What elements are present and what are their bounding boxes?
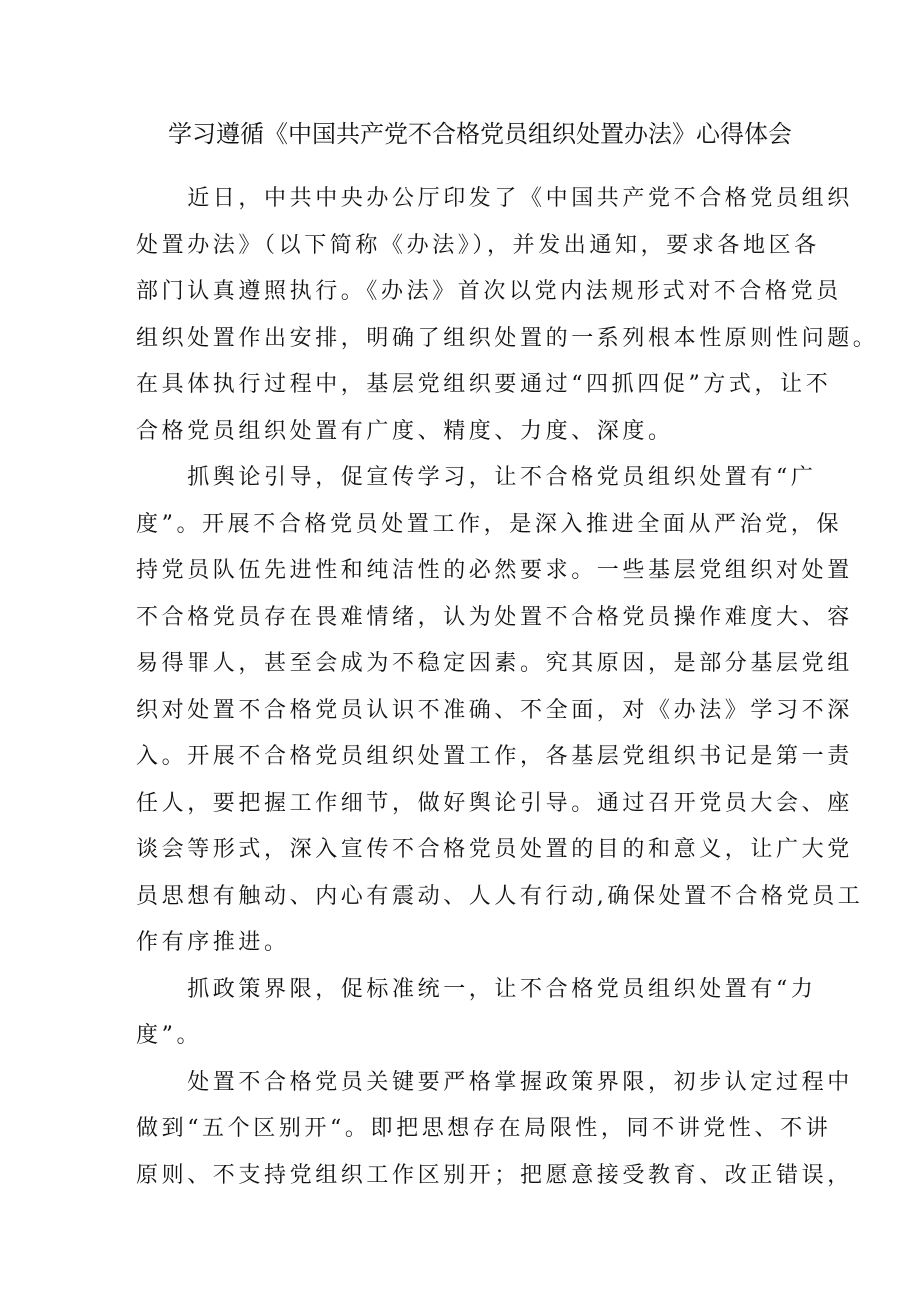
body-line: 合格党员组织处置有广度、精度、力度、深度。 (136, 418, 674, 444)
body-line: 度”。开展不合格党员处置工作，是深入推进全面从严治党，保 (136, 511, 843, 537)
body-line: 任人，要把握工作细节，做好舆论引导。通过召开党员大会、座 (136, 790, 853, 816)
body-line: 员思想有触动、内心有震动、人人有行动,确保处置不合格党员工 (136, 883, 864, 909)
body-line: 组织处置作出安排，明确了组织处置的一系列根本性原则性问题。 (136, 325, 879, 351)
body-line: 易得罪人，甚至会成为不稳定因素。究其原因，是部分基层党组 (136, 651, 853, 676)
body-line: 处置不合格党员关键要严格掌握政策界限，初步认定过程中 (136, 1069, 853, 1095)
body-line: 持党员队伍先进性和纯洁性的必然要求。一些基层党组织对处置 (136, 558, 853, 583)
body-line: 处置办法》（以下简称《办法》），并发出通知，要求各地区各 (136, 232, 820, 258)
body-line: 部门认真遵照执行。《办法》首次以党内法规形式对不合格党员 (136, 279, 842, 304)
body-line: 抓舆论引导，促宣传学习，让不合格党员组织处置有“广 (136, 465, 817, 490)
body-line: 近日，中共中央办公厅印发了《中国共产党不合格党员组织 (136, 186, 853, 211)
body-line: 不合格党员存在畏难情绪，认为处置不合格党员操作难度大、容 (136, 604, 853, 630)
body-line: 作有序推进。 (136, 930, 290, 955)
body-line: 在具体执行过程中，基层党组织要通过“四抓四促”方式，让不 (136, 372, 832, 397)
body-line: 度”。 (136, 1023, 203, 1048)
body-line: 原则、不支持党组织工作区别开；把愿意接受教育、改正错误， (136, 1162, 853, 1188)
document-title: 学习遵循《中国共产党不合格党员组织处置办法》心得体会 (168, 120, 792, 148)
body-line: 谈会等形式，深入宣传不合格党员处置的目的和意义，让广大党 (136, 837, 853, 862)
body-line: 抓政策界限，促标准统一，让不合格党员组织处置有“力 (136, 976, 817, 1002)
body-line: 入。开展不合格党员组织处置工作，各基层党组织书记是第一责 (136, 744, 853, 769)
body-line: 织对处置不合格党员认识不准确、不全面，对《办法》学习不深 (136, 697, 853, 723)
body-line: 做到“五个区别开“。即把思想存在局限性，同不讲党性、不讲 (136, 1116, 832, 1141)
document-body (136, 176, 879, 1199)
